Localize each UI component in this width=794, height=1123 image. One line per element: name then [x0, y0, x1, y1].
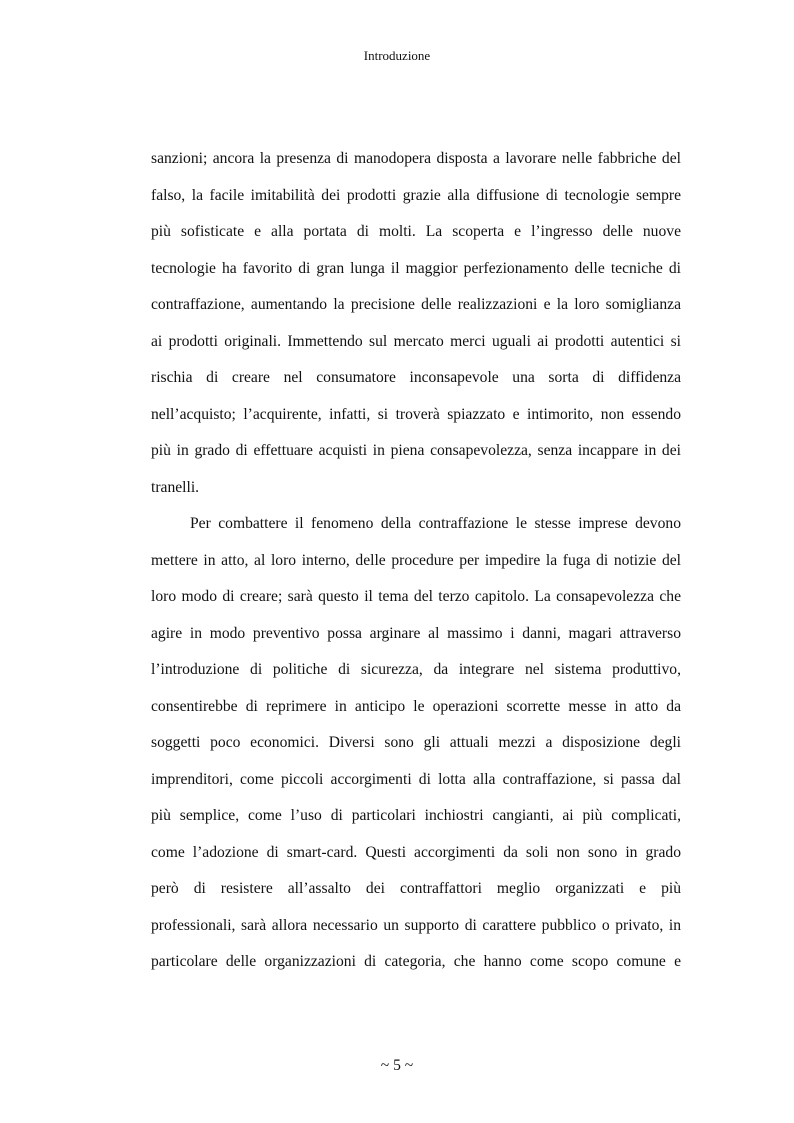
text-line: falso, la facile imitabilità dei prodotti grazie alla diffusione di tecnologie sempre: [151, 186, 681, 204]
paragraph-1: [151, 147, 681, 512]
text-line: più semplice, come l’uso di particolari inchiostri cangianti, ai più complicati,: [151, 807, 681, 824]
text-line: come l’adozione di smart-card. Questi accorgimenti da soli non sono in grado: [151, 843, 681, 861]
text-line: Per combattere il fenomeno della contraffazione le stesse imprese devono: [190, 515, 681, 532]
paragraph-2: [151, 512, 681, 987]
text-line: l’introduzione di politiche di sicurezza, da integrare nel sistema produttivo,: [151, 661, 681, 678]
text-line: però di resistere all’assalto dei contraffattori meglio organizzati e più: [151, 880, 681, 897]
text-line: soggetti poco economici. Diversi sono gli attuali mezzi a disposizione degli: [151, 734, 681, 751]
text-line: più in grado di effettuare acquisti in piena consapevolezza, senza incappare in dei: [151, 442, 681, 459]
text-line: più sofisticate e alla portata di molti. La scoperta e l’ingresso delle nuove: [151, 223, 681, 240]
page-number: ~ 5 ~: [380, 1057, 414, 1074]
text-line: contraffazione, aumentando la precisione delle realizzazioni e la loro somiglianza: [151, 296, 681, 313]
text-line: mettere in atto, al loro interno, delle procedure per impedire la fuga di notizie del: [151, 551, 681, 569]
text-line: agire in modo preventivo possa arginare al massimo i danni, magari attraverso: [151, 624, 681, 642]
text-line: tecnologie ha favorito di gran lunga il maggior perfezionamento delle tecniche di: [151, 259, 681, 277]
body-text: [151, 147, 681, 987]
text-line: loro modo di creare; sarà questo il tema del terzo capitolo. La consapevolezza che: [151, 588, 681, 605]
text-line: nell’acquisto; l’acquirente, infatti, si troverà spiazzato e intimorito, non essendo: [151, 405, 681, 423]
text-line: consentirebbe di reprimere in anticipo le operazioni scorrette messe in atto da: [151, 697, 681, 715]
text-line: imprenditori, come piccoli accorgimenti di lotta alla contraffazione, si passa dal: [151, 770, 681, 788]
text-line: sanzioni; ancora la presenza di manodopera disposta a lavorare nelle fabbriche del: [151, 150, 681, 167]
text-line: ai prodotti originali. Immettendo sul mercato merci uguali ai prodotti autentici si: [151, 332, 681, 350]
text-line: professionali, sarà allora necessario un supporto di carattere pubblico o privato, in: [151, 916, 681, 934]
text-line: tranelli.: [151, 478, 200, 496]
text-line: particolare delle organizzazioni di categoria, che hanno come scopo comune e: [151, 953, 681, 970]
running-header: Introduzione: [363, 48, 431, 63]
text-line: rischia di creare nel consumatore inconsapevole una sorta di diffidenza: [151, 369, 681, 386]
